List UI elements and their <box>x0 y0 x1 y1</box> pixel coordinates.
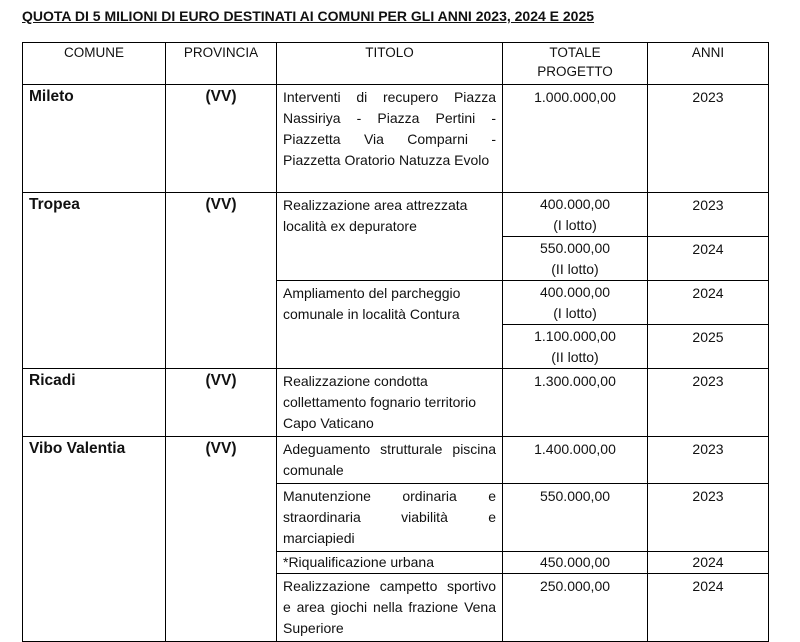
anno-value: 2025 <box>692 329 724 345</box>
titolo-text: Realizzazione campetto sportivo e area giochi nella frazione Vena Superiore <box>283 578 496 636</box>
totale-value: 1.000.000,00 <box>534 89 616 105</box>
totale-amount: 400.000,00 <box>539 284 611 300</box>
provincia-code: (VV) <box>205 88 237 105</box>
funding-table <box>22 42 769 642</box>
lotto-label: (I lotto) <box>553 217 597 233</box>
totale-value <box>503 281 647 324</box>
totale-value: 1.400.000,00 <box>534 441 616 457</box>
provincia-code: (VV) <box>205 196 237 213</box>
header-totale-line2: PROGETTO <box>537 64 613 79</box>
totale-value <box>503 193 647 236</box>
table-row <box>23 437 769 484</box>
comune-name: Tropea <box>29 196 80 213</box>
lotto-label: (II lotto) <box>551 349 599 365</box>
header-totale-progetto <box>503 43 648 85</box>
header-anni: ANNI <box>648 43 769 85</box>
anno-value: 2023 <box>692 441 724 457</box>
totale-amount: 400.000,00 <box>539 196 611 212</box>
totale-amount: 1.100.000,00 <box>534 328 616 344</box>
anno-value: 2023 <box>692 89 724 105</box>
totale-value <box>503 237 647 280</box>
titolo-text: Realizzazione condotta collettamento fognario territorio Capo Vaticano <box>283 373 476 431</box>
totale-value <box>503 325 647 368</box>
header-comune: COMUNE <box>23 43 166 85</box>
comune-name: Mileto <box>29 88 74 105</box>
anno-value: 2023 <box>692 197 724 213</box>
table-row <box>23 369 769 437</box>
table-row <box>23 193 769 237</box>
titolo-text: Ampliamento del parcheggio comunale in località Contura <box>283 285 461 322</box>
anno-value: 2024 <box>692 241 724 257</box>
lotto-label: (II lotto) <box>551 261 599 277</box>
lotto-label: (I lotto) <box>553 305 597 321</box>
provincia-code: (VV) <box>205 372 237 389</box>
comune-name: Ricadi <box>29 372 76 389</box>
anno-value: 2024 <box>692 578 724 594</box>
anno-value: 2023 <box>692 373 724 389</box>
titolo-text: Interventi di recupero Piazza Nassiriya - Piazza Pertini - Piazzetta Via Comparni - Piazzetta Oratorio Natuzza Evolo <box>283 89 496 168</box>
header-totale-line1: TOTALE <box>549 45 601 60</box>
titolo-text: *Riqualificazione urbana <box>283 554 434 570</box>
header-provincia: PROVINCIA <box>166 43 277 85</box>
anno-value: 2023 <box>692 488 724 504</box>
anno-value: 2024 <box>692 554 724 570</box>
totale-value: 550.000,00 <box>539 488 611 504</box>
provincia-code: (VV) <box>205 440 237 457</box>
totale-value: 250.000,00 <box>539 578 611 594</box>
header-titolo: TITOLO <box>277 43 503 85</box>
header-row <box>23 43 769 85</box>
totale-amount: 550.000,00 <box>539 240 611 256</box>
table-row <box>23 85 769 193</box>
titolo-text: Realizzazione area attrezzata località ex depuratore <box>283 197 468 234</box>
titolo-text: Manutenzione ordinaria e straordinaria viabilità e marciapiedi <box>283 488 496 546</box>
totale-value: 450.000,00 <box>539 554 611 570</box>
comune-name: Vibo Valentia <box>29 440 126 457</box>
anno-value: 2024 <box>692 285 724 301</box>
totale-value: 1.300.000,00 <box>534 373 616 389</box>
titolo-text: Adeguamento strutturale piscina comunale <box>283 441 496 478</box>
document-title: QUOTA DI 5 MILIONI DI EURO DESTINATI AI COMUNI PER GLI ANNI 2023, 2024 E 2025 <box>22 8 595 24</box>
